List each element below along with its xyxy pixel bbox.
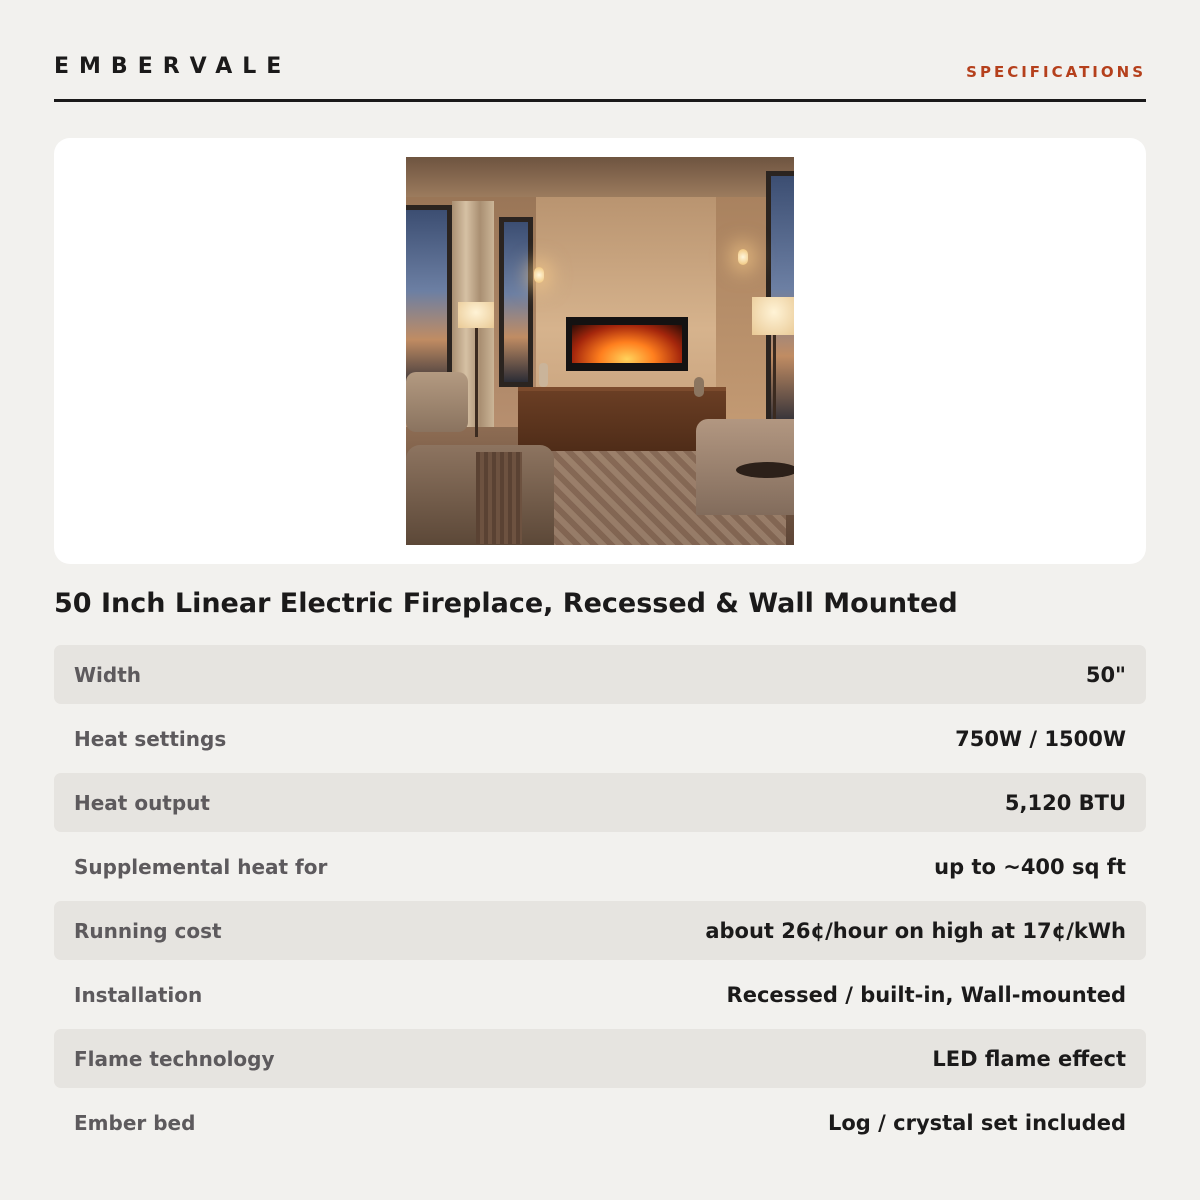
spec-value: LED flame effect [932, 1046, 1126, 1071]
spec-label: Heat settings [74, 726, 227, 751]
photo-media-console [518, 387, 726, 451]
spec-label: Installation [74, 982, 203, 1007]
spec-label: Ember bed [74, 1110, 196, 1135]
photo-lamp-shade [752, 297, 794, 335]
spec-row-heat-settings [54, 709, 1146, 768]
photo-floor-lamp [773, 333, 776, 425]
spec-label: Running cost [74, 918, 222, 943]
spec-label: Heat output [74, 790, 210, 815]
specifications-table [54, 645, 1146, 1157]
photo-lamp-shade [458, 302, 494, 328]
spec-row-supplemental-heat [54, 837, 1146, 896]
spec-label: Width [74, 662, 142, 687]
photo-side-table [736, 462, 794, 478]
photo-wall-sconce [534, 267, 544, 283]
spec-value: 5,120 BTU [1004, 790, 1126, 815]
photo-vase [694, 377, 704, 397]
site-header [54, 52, 1146, 102]
photo-vase [539, 363, 548, 387]
spec-value: Recessed / built-in, Wall-mounted [726, 982, 1126, 1007]
photo-window [406, 205, 452, 395]
spec-row-running-cost [54, 901, 1146, 960]
photo-window [499, 217, 533, 387]
spec-value: about 26¢/hour on high at 17¢/kWh [705, 918, 1126, 943]
spec-label: Flame technology [74, 1046, 275, 1071]
spec-row-width [54, 645, 1146, 704]
spec-value: Log / crystal set included [828, 1110, 1126, 1135]
product-title: 50 Inch Linear Electric Fireplace, Recessed & Wall Mounted [54, 588, 958, 619]
spec-value: 50" [1085, 662, 1126, 687]
photo-armchair [406, 372, 468, 432]
photo-floor-lamp [475, 327, 478, 437]
spec-row-flame-technology [54, 1029, 1146, 1088]
spec-value: up to ~400 sq ft [934, 854, 1126, 879]
product-image-card [54, 138, 1146, 564]
spec-row-heat-output [54, 773, 1146, 832]
spec-value: 750W / 1500W [955, 726, 1126, 751]
specifications-link[interactable]: SPECIFICATIONS [966, 63, 1146, 81]
photo-throw-blanket [476, 452, 522, 544]
photo-wall-sconce [738, 249, 748, 265]
brand-logo[interactable]: EMBERVALE [54, 54, 292, 79]
spec-label: Supplemental heat for [74, 854, 328, 879]
spec-row-installation [54, 965, 1146, 1024]
photo-fireplace-flame [572, 325, 682, 363]
product-photo[interactable] [406, 157, 794, 545]
spec-row-ember-bed [54, 1093, 1146, 1152]
